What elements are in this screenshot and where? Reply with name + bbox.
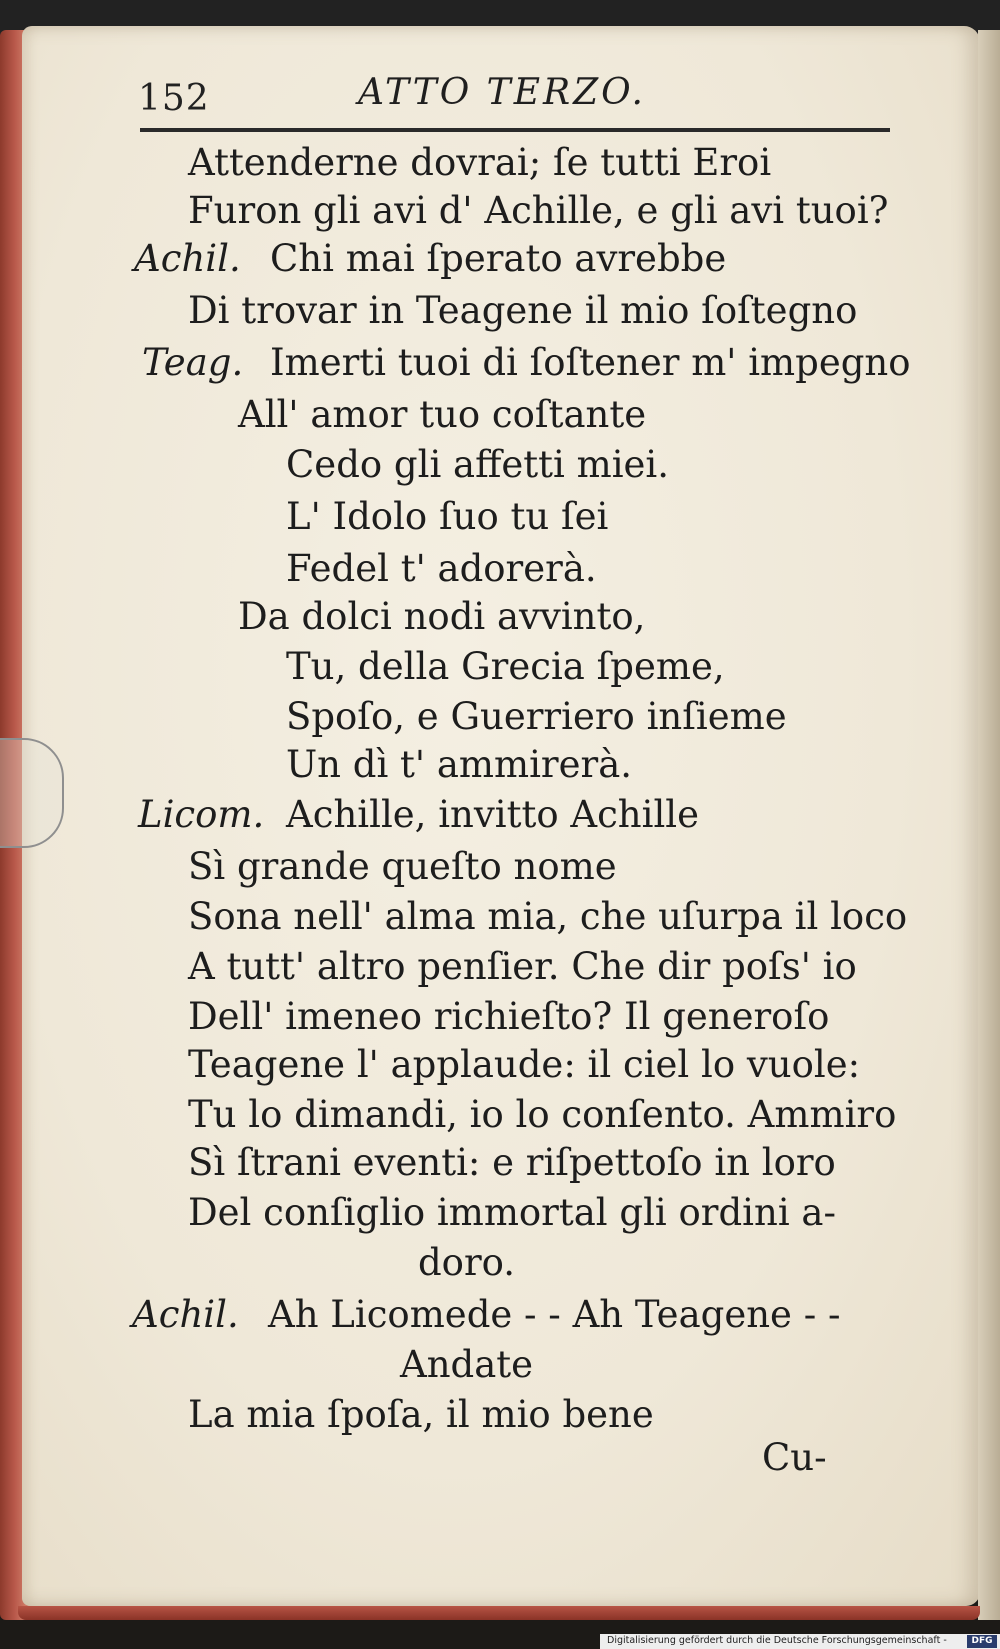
verse-line: A tutt' altro penſier. Che dir poſs' io xyxy=(188,945,857,988)
running-title: ATTO TERZO. xyxy=(358,72,646,113)
dfg-logo: DFG xyxy=(967,1635,997,1648)
verse-line: Fedel t' adorerà. xyxy=(286,547,597,590)
page-gutter xyxy=(978,30,1000,1620)
verse-line: Teagene l' applaude: il ciel lo vuole: xyxy=(188,1043,861,1086)
verse-line: Sì grande queſto nome xyxy=(188,845,617,888)
verse-line: Sona nell' alma mia, che uſurpa il loco xyxy=(188,895,908,938)
verse-line: doro. xyxy=(418,1241,516,1284)
verse-line: Imerti tuoi di ſoſtener m' impegno xyxy=(270,341,911,384)
verse-line: Di trovar in Teagene il mio ſoſtegno xyxy=(188,289,858,332)
verse-line: L' Idolo ſuo tu ſei xyxy=(286,495,609,538)
speaker-label: Licom. xyxy=(138,793,265,836)
verse-line: Del conſiglio immortal gli ordini a- xyxy=(188,1191,836,1234)
verse-line: Chi mai ſperato avrebbe xyxy=(270,237,727,280)
book-bottom-edge xyxy=(18,1606,980,1620)
verse-line: Andate xyxy=(400,1343,534,1386)
verse-line: Attenderne dovrai; ſe tutti Eroi xyxy=(188,141,772,184)
speaker-label: Achil. xyxy=(134,237,241,280)
speaker-label: Teag. xyxy=(142,341,244,384)
verse-line: Sì ſtrani eventi: e riſpettoſo in loro xyxy=(188,1141,836,1184)
page-number: 152 xyxy=(138,78,210,119)
verse-line: Ah Licomede - - Ah Teagene - - xyxy=(268,1293,841,1336)
page-clip xyxy=(0,738,64,848)
speaker-label: Achil. xyxy=(132,1293,239,1336)
verse-line: Dell' imeneo richieſto? Il generoſo xyxy=(188,995,830,1038)
verse-line: Un dì t' ammirerà. xyxy=(286,743,633,786)
verse-line: Cedo gli affetti miei. xyxy=(286,443,670,486)
verse-line: Da dolci nodi avvinto, xyxy=(238,595,646,638)
verse-line: Tu lo dimandi, io lo conſento. Ammiro xyxy=(188,1093,897,1136)
verse-line: La mia ſpoſa, il mio bene xyxy=(188,1393,654,1436)
verse-line: Achille, invitto Achille xyxy=(286,793,700,836)
header-rule xyxy=(140,128,890,132)
verse-line: Spoſo, e Guerriero inſieme xyxy=(286,695,787,738)
catchword: Cu- xyxy=(762,1436,827,1479)
digitization-credit: Digitalisierung gefördert durch die Deutsche Forschungsgemeinschaft - xyxy=(607,1635,947,1646)
verse-line: Furon gli avi d' Achille, e gli avi tuoi? xyxy=(188,189,889,232)
verse-line: All' amor tuo coſtante xyxy=(238,393,647,436)
verse-line: Tu, della Grecia ſpeme, xyxy=(286,645,725,688)
